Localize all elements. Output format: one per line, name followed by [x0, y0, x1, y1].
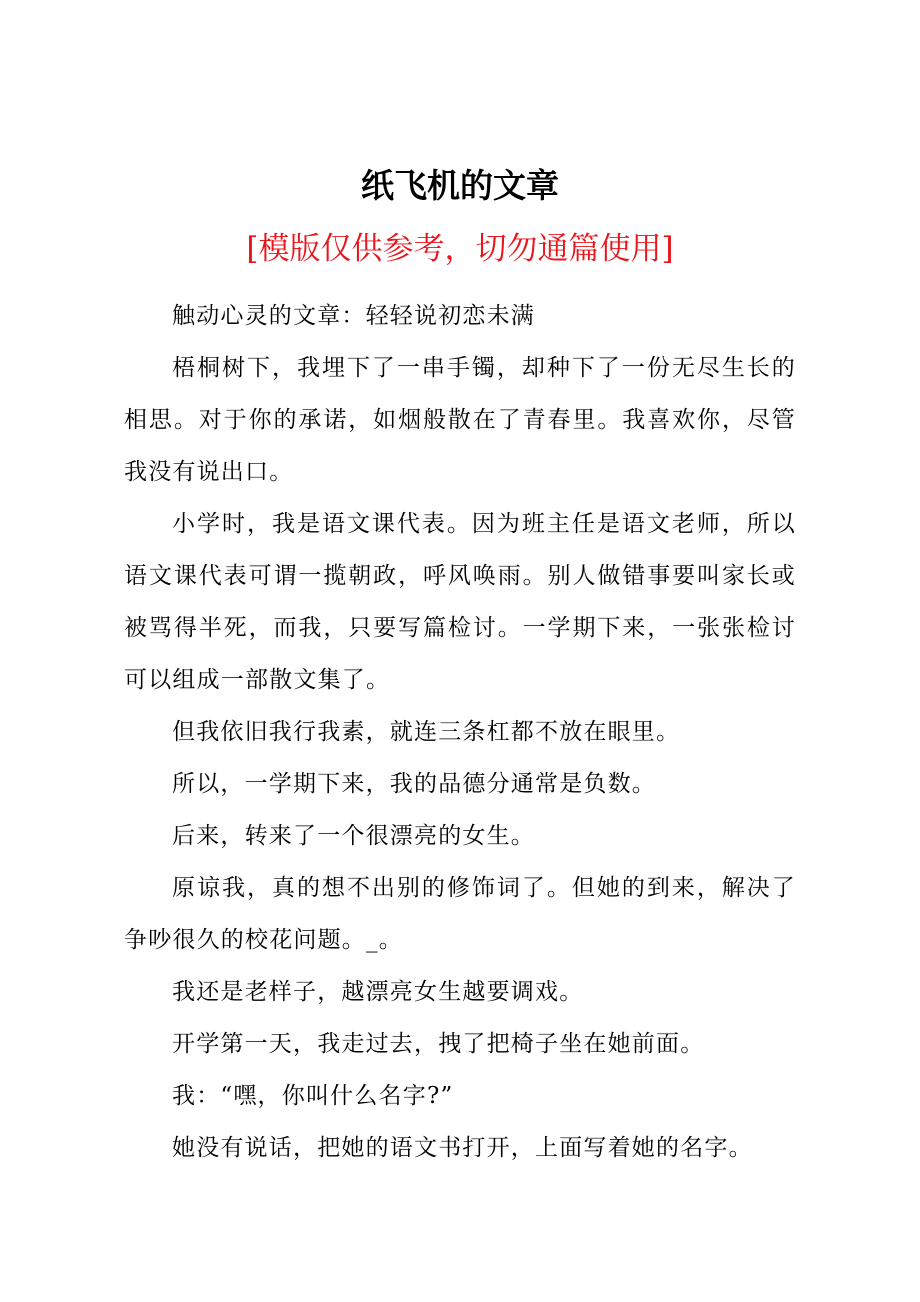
- paragraph: 但我依旧我行我素，就连三条杠都不放在眼里。: [172, 719, 681, 745]
- document-title: 纸飞机的文章: [361, 166, 559, 205]
- template-notice: [模版仅供参考，切勿通篇使用]: [246, 231, 674, 267]
- paragraph: 梧桐树下，我埋下了一串手镯，却种下了一份无尽生长的相思。对于你的承诺，如烟般散在了青春里。我喜欢你，尽管我没有说出口。: [124, 355, 796, 485]
- paragraph-dialogue: 我：“嘿，你叫什么名字?”: [172, 1083, 454, 1109]
- paragraph: 我还是老样子，越漂亮女生越要调戏。: [172, 979, 584, 1005]
- paragraph-subtitle: 触动心灵的文章：轻轻说初恋未满: [172, 303, 535, 329]
- paragraph: 开学第一天，我走过去，拽了把椅子坐在她前面。: [172, 1031, 705, 1057]
- paragraph: 原谅我，真的想不出别的修饰词了。但她的到来，解决了争吵很久的校花问题。_。: [124, 875, 796, 953]
- paragraph: 所以，一学期下来，我的品德分通常是负数。: [172, 771, 656, 797]
- paragraph: 小学时，我是语文课代表。因为班主任是语文老师，所以语文课代表可谓一揽朝政，呼风唤雨。别人做错事要叫家长或被骂得半死，而我，只要写篇检讨。一学期下来，一张张检讨可以组成一部散文集了。: [124, 511, 796, 693]
- document-body: [124, 290, 796, 1174]
- paragraph: 她没有说话，把她的语文书打开，上面写着她的名字。: [172, 1135, 753, 1161]
- paragraph: 后来，转来了一个很漂亮的女生。: [172, 823, 535, 849]
